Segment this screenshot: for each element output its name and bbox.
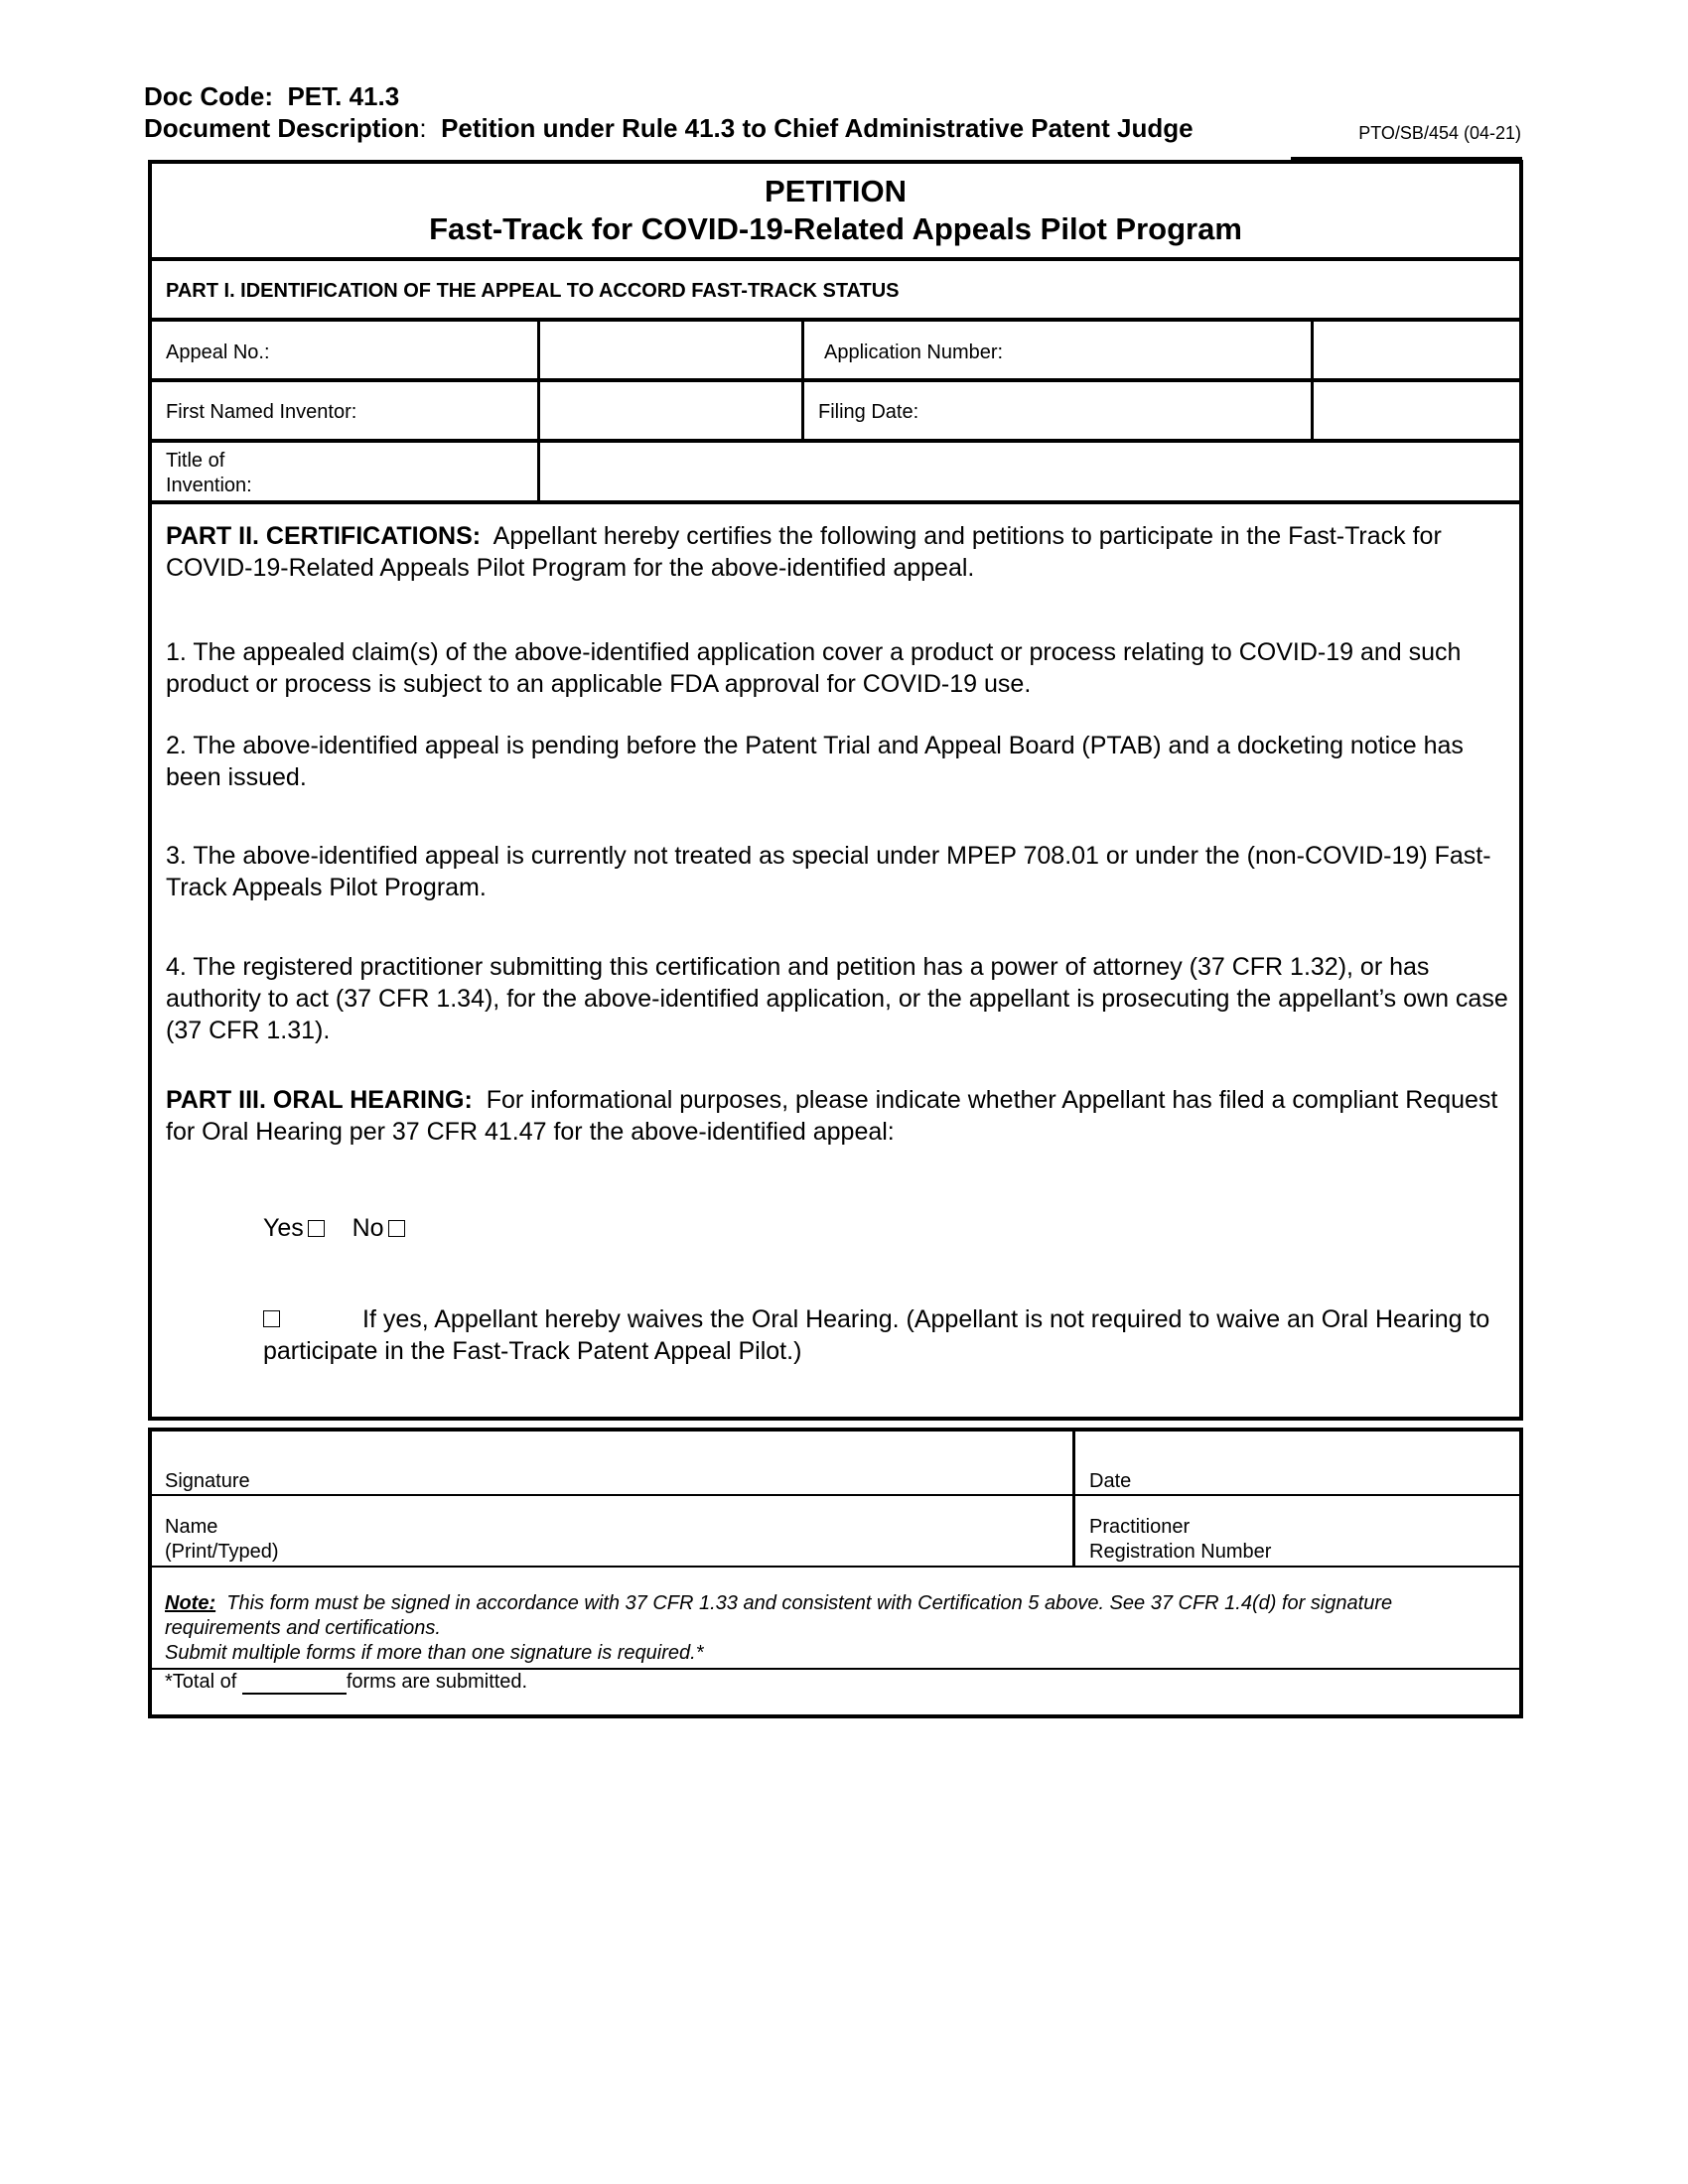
doc-description-label: Document Description: [144, 113, 420, 143]
divider: [1311, 320, 1314, 441]
application-number-field[interactable]: [1315, 322, 1519, 378]
registration-label-line2: Registration Number: [1089, 1541, 1272, 1563]
no-checkbox[interactable]: [388, 1220, 405, 1237]
doc-code-label: Doc Code:: [144, 81, 273, 111]
note-label: Note:: [165, 1592, 216, 1614]
divider: [537, 320, 540, 502]
waiver-text: If yes, Appellant hereby waives the Oral Hearing. (Appellant is not required to waive an Oral Hearing to participate in the Fast-Track Patent Appeal Pilot.): [263, 1305, 1490, 1365]
name-label-line1: Name: [165, 1516, 218, 1538]
no-label: No: [352, 1214, 384, 1242]
signature-label: Signature: [165, 1470, 250, 1492]
filing-date-field[interactable]: [1315, 382, 1519, 439]
total-prefix: *Total of: [165, 1671, 237, 1693]
date-field[interactable]: [1076, 1432, 1519, 1494]
total-suffix: forms are submitted.: [346, 1671, 528, 1693]
divider: [1072, 1432, 1075, 1567]
title-line1: PETITION: [765, 174, 907, 208]
filing-date-label: Filing Date:: [818, 401, 919, 423]
divider: [148, 1494, 1523, 1496]
form-number: PTO/SB/454 (04-21): [1358, 123, 1521, 143]
title-of-invention-field[interactable]: [541, 443, 1519, 500]
part2-heading: PART II. CERTIFICATIONS:: [166, 522, 482, 550]
signature-field[interactable]: [152, 1432, 1070, 1494]
certification-1: 1. The appealed claim(s) of the above-identified application cover a product or process relating to COVID-19 and such product or process is subject to an applicable FDA approval for COVID-19 use.: [166, 638, 1462, 698]
note-text: This form must be signed in accordance with 37 CFR 1.33 and consistent with Certification 5 above. See 37 CFR 1.4(d) for signature requirements and certifications.: [165, 1592, 1393, 1639]
part3-intro-text: For informational purposes, please indicate whether Appellant has filed a compliant Request for Oral Hearing per 37 CFR 41.47 for the above-identified appeal:: [166, 1086, 1498, 1146]
name-field[interactable]: [152, 1497, 1070, 1565]
application-number-label: Application Number:: [824, 341, 1004, 363]
oral-hearing-options: [263, 1212, 660, 1244]
title-of-invention-label-line2: Invention:: [166, 475, 252, 496]
name-label: [165, 1515, 278, 1565]
appeal-no-field[interactable]: [541, 322, 800, 378]
yes-checkbox[interactable]: [308, 1220, 325, 1237]
title-of-invention-label-line1: Title of: [166, 450, 225, 472]
total-forms-field[interactable]: [242, 1675, 347, 1695]
registration-label-line1: Practitioner: [1089, 1516, 1191, 1538]
title-line2: Fast-Track for COVID-19-Related Appeals Pilot Program: [429, 211, 1242, 246]
name-label-line2: (Print/Typed): [165, 1541, 279, 1563]
doc-description-value: Petition under Rule 41.3 to Chief Administrative Patent Judge: [441, 113, 1194, 143]
part1-heading: PART I. IDENTIFICATION OF THE APPEAL TO ACCORD FAST-TRACK STATUS: [166, 280, 900, 302]
divider: [801, 320, 804, 441]
part3-intro: [166, 1084, 1516, 1148]
divider: [148, 257, 1523, 261]
date-label: Date: [1089, 1470, 1132, 1492]
part2-intro: [166, 520, 1516, 584]
yes-label: Yes: [263, 1214, 304, 1242]
doc-code-value: PET. 41.3: [287, 81, 400, 111]
doc-code: [144, 81, 399, 112]
part2-intro-text: Appellant hereby certifies the following and petitions to participate in the Fast-Track for COVID-19-Related Appeals Pilot Program for the above-identified appeal.: [166, 522, 1442, 582]
certification-2: 2. The above-identified appeal is pending before the Patent Trial and Appeal Board (PTAB) and a docketing notice has been issued.: [166, 732, 1464, 791]
first-named-inventor-label: First Named Inventor:: [166, 401, 357, 423]
registration-number-label: [1089, 1515, 1271, 1565]
certification-3: 3. The above-identified appeal is currently not treated as special under MPEP 708.01 or under the (non-COVID-19) Fast-Track Appeals Pilot Program.: [166, 842, 1491, 901]
divider: [148, 500, 1523, 504]
note-submit: Submit multiple forms if more than one signature is required.*: [165, 1642, 704, 1664]
certification-4: 4. The registered practitioner submitting this certification and petition has a power of attorney (37 CFR 1.32), or has authority to act (37 CFR 1.34), for the above-identified application, or the appellant is prosecuting the appellant’s own case (37 CFR 1.31).: [166, 953, 1508, 1044]
signature-note: [165, 1591, 1495, 1666]
total-forms-line: [165, 1670, 527, 1695]
divider: [148, 1566, 1523, 1568]
title-of-invention-label: [166, 449, 252, 498]
part3-heading: PART III. ORAL HEARING:: [166, 1086, 473, 1114]
doc-description: Document Description: Petition under Rule 41.3 to Chief Administrative Patent Judge: [144, 113, 1194, 143]
appeal-no-label: Appeal No.:: [166, 341, 270, 363]
form-title: [148, 173, 1523, 248]
first-named-inventor-field[interactable]: [541, 382, 800, 439]
